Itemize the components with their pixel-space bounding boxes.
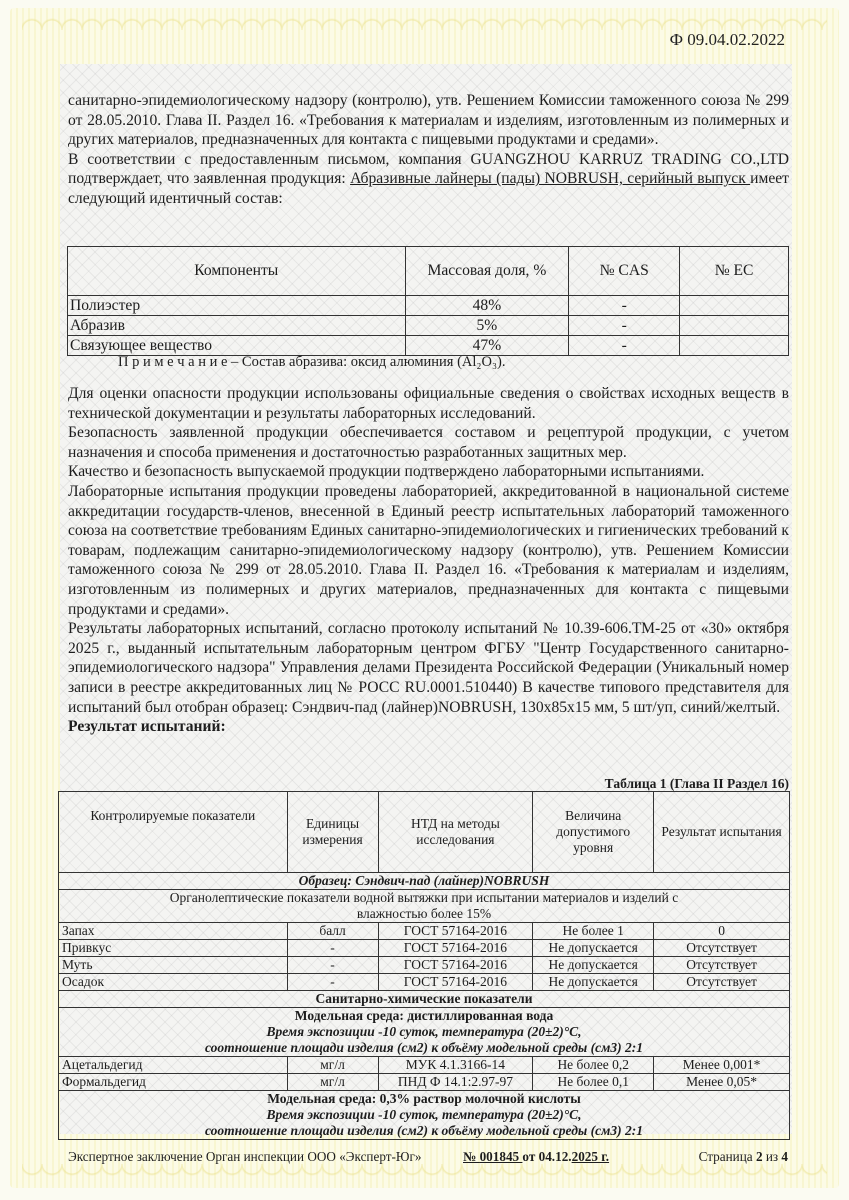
table-row <box>59 957 790 974</box>
header-units: Единицы измерения <box>287 792 378 873</box>
ec-number <box>680 336 789 356</box>
medium-water-title: Модельная среда: дистиллированная вода <box>294 1008 554 1023</box>
cas-number: - <box>569 316 680 336</box>
limit: Не допускается <box>533 940 654 957</box>
composition-table <box>67 246 789 356</box>
decorative-wave-top <box>22 8 827 30</box>
medium-lactic-row <box>59 1091 790 1140</box>
chemical-section-label: Санитарно-химические показатели <box>59 991 790 1008</box>
intro-paragraph-2-suffix: имеет следующий идентичный состав: <box>68 170 789 207</box>
unit: балл <box>287 923 378 940</box>
organoleptic-section-row <box>59 890 790 923</box>
unit: - <box>287 974 378 991</box>
chemical-section-row <box>59 991 790 1008</box>
result: 0 <box>654 923 790 940</box>
form-code: Ф 09.04.02.2022 <box>669 30 785 49</box>
sample-row <box>59 873 790 890</box>
footer-page-indicator <box>699 1149 788 1165</box>
medium-lactic-conditions-1: Время экспозиции -10 суток, температура (20±2)°С, <box>266 1107 582 1122</box>
composition-header-row <box>68 247 789 296</box>
table-row <box>68 336 789 356</box>
body-paragraph-1: Для оценки опасности продукции использованы официальные сведения о свойствах исходных веществ в технической документации и результаты лабораторных исследований. <box>68 385 789 422</box>
medium-lactic-conditions-2: соотношение площади изделия (см2) к объёму модельной среды (см3) 2:1 <box>204 1123 644 1138</box>
table-row <box>68 296 789 316</box>
ec-number <box>680 316 789 336</box>
table-row <box>59 1057 790 1074</box>
footer-number-label: № <box>463 1149 480 1164</box>
body-paragraph-5: Результаты лабораторных испытаний, согласно протоколу испытаний № 10.39-606.ТМ-25 от «30» октября 2025 г., выданный испытательным лабораторным центром ФГБУ "Центр Государственного санитарно-эпидемиологического надзора" Управления делами Президента Российской Федерации (Уникальный номер записи в реестре аккредитованных лиц № РОСС RU.0001.510440) В качестве типового представителя для испытаний был отобран образец: Сэндвич-пад (лайнер)NOBRUSH, 130x85x15 мм, 5 шт/уп, синий/желтый. <box>68 620 789 716</box>
indicator: Привкус <box>59 940 288 957</box>
component-name: Связующее вещество <box>68 336 406 356</box>
table-row <box>59 1074 790 1091</box>
indicator: Осадок <box>59 974 288 991</box>
medium-water-conditions-1: Время экспозиции -10 суток, температура (20±2)°С, <box>266 1024 582 1039</box>
unit: - <box>287 957 378 974</box>
intro-paragraph-1: санитарно-эпидемиологическому надзору (контролю), утв. Решением Комиссии таможенного союза № 299 от 28.05.2010. Глава II. Раздел 16. «Требования к материалам и изделиям, изготовленным из полимерных и других материалов, предназначенных для контакта с пищевыми продуктами и средами». <box>68 92 789 149</box>
header-limit: Величина допустимого уровня <box>533 792 654 873</box>
sample-label: Образец: Сэндвич-пад (лайнер)NOBRUSH <box>59 873 790 890</box>
decorative-wave-bottom <box>22 1164 827 1186</box>
table-row <box>59 974 790 991</box>
method: ПНД Ф 14.1:2.97-97 <box>378 1074 533 1091</box>
method: ГОСТ 57164-2016 <box>378 957 533 974</box>
intro-paragraph-2-prefix: В соответствии с предоставленным письмом, компания GUANGZHOU KARRUZ TRADING CO.,LTD подтверждает, что заявленная продукция: <box>68 150 789 188</box>
body-paragraph-3: Качество и безопасность выпускаемой продукции подтверждено лабораторными испытаниями. <box>68 463 705 481</box>
medium-water-conditions-2: соотношение площади изделия (см2) к объёму модельной среды (см3) 2:1 <box>204 1040 644 1055</box>
mass-fraction: 5% <box>405 316 569 336</box>
component-name: Абразив <box>68 316 406 336</box>
header-cas: № CAS <box>569 247 680 296</box>
results-heading: Результат испытаний: <box>68 718 226 736</box>
medium-water-block <box>59 1008 790 1057</box>
results-header-row <box>59 792 790 873</box>
header-methods: НТД на методы исследования <box>378 792 533 873</box>
unit: - <box>287 940 378 957</box>
cas-number: - <box>569 296 680 316</box>
intro-paragraph-2 <box>68 150 789 209</box>
method: МУК 4.1.3166-14 <box>378 1057 533 1074</box>
mass-fraction: 47% <box>405 336 569 356</box>
indicator: Ацетальдегид <box>59 1057 288 1074</box>
table-row <box>59 940 790 957</box>
header-mass-fraction: Массовая доля, % <box>405 247 569 296</box>
body-paragraph-4: Лабораторные испытания продукции проведены лабораторией, аккредитованной в национальной системе аккредитации государств-членов, внесенной в Единый реестр испытательных лабораторий таможенного союза на соответствие требованиям Единых санитарно-эпидемиологических и гигиенических требований к товарам, подлежащим санитарно-эпидемиологическому надзору (контролю), утв. Решением Комиссии таможенного союза № 299 от 28.05.2010. Глава II. Раздел 16. «Требования к материалам и изделиям, изготовленным из полимерных и других материалов, предназначенных для контакта с пищевыми продуктами и средами». <box>68 482 789 618</box>
medium-lactic-block <box>59 1091 790 1140</box>
body-paragraph-2: Безопасность заявленной продукции обеспечивается составом и рецептурой продукции, с учетом назначения и способа применения и достаточностью разработанных защитных мер. <box>68 424 789 461</box>
footer-page-prefix: Страница <box>698 1149 756 1164</box>
body-section <box>68 384 789 737</box>
intro-section <box>68 91 789 209</box>
unit: мг/л <box>287 1057 378 1074</box>
organoleptic-section-label: Органолептические показатели водной вытяжки при испытании материалов и изделий с влажностью более 15% <box>59 890 790 923</box>
method: ГОСТ 57164-2016 <box>378 940 533 957</box>
limit: Не более 1 <box>533 923 654 940</box>
method: ГОСТ 57164-2016 <box>378 974 533 991</box>
header-components: Компоненты <box>68 247 406 296</box>
limit: Не более 0,2 <box>533 1057 654 1074</box>
indicator: Муть <box>59 957 288 974</box>
results-table-caption: Таблица 1 (Глава II Раздел 16) <box>604 776 789 791</box>
header-result: Результат испытания <box>654 792 790 873</box>
result: Менее 0,001* <box>654 1057 790 1074</box>
result: Отсутствует <box>654 974 790 991</box>
table-row <box>59 923 790 940</box>
footer-date-prefix: от 04.12. <box>522 1149 572 1164</box>
footer-page-total: 4 <box>781 1149 788 1164</box>
result: Отсутствует <box>654 940 790 957</box>
footer-number: 001845 <box>479 1149 523 1164</box>
result: Менее 0,05* <box>654 1074 790 1091</box>
ec-number <box>680 296 789 316</box>
component-name: Полиэстер <box>68 296 406 316</box>
unit: мг/л <box>287 1074 378 1091</box>
footer-issuer: Экспертное заключение Орган инспекции ООО «Эксперт-Юг» <box>68 1149 422 1164</box>
results-table <box>58 791 790 1140</box>
cas-number: - <box>569 336 680 356</box>
product-name: Абразивные лайнеры (пады) NOBRUSH, серийный выпуск <box>350 170 751 188</box>
footer-date-year: 2025 г. <box>571 1149 610 1164</box>
medium-lactic-title: Модельная среда: 0,3% раствор молочной кислоты <box>267 1091 581 1106</box>
limit: Не более 0,1 <box>533 1074 654 1091</box>
limit: Не допускается <box>533 974 654 991</box>
footer-page-sep: из <box>762 1149 782 1164</box>
limit: Не допускается <box>533 957 654 974</box>
footer-document-number <box>463 1149 609 1165</box>
header-indicators: Контролируемые показатели <box>59 792 288 873</box>
result: Отсутствует <box>654 957 790 974</box>
header-ec: № EC <box>680 247 789 296</box>
method: ГОСТ 57164-2016 <box>378 923 533 940</box>
footer-page-current: 2 <box>755 1149 763 1164</box>
indicator: Запах <box>59 923 288 940</box>
composition-note: П р и м е ч а н и е – Состав абразива: оксид алюминия (Al₂O₃). <box>118 354 506 370</box>
indicator: Формальдегид <box>59 1074 288 1091</box>
table-row <box>68 316 789 336</box>
medium-water-row <box>59 1008 790 1057</box>
mass-fraction: 48% <box>405 296 569 316</box>
